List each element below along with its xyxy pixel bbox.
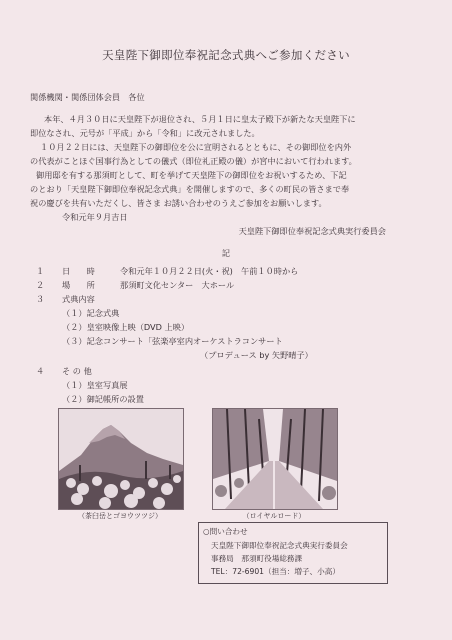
program-sub-item: （２）皇室映像上映（DVD 上映） — [62, 322, 190, 332]
body-line: 即位なされ、元号が「平成」から「令和」に改元されました。 — [30, 128, 260, 138]
item-number: ３ — [36, 294, 45, 304]
item-value-venue: 那須町文化センター 大ホール — [120, 280, 235, 290]
program-sub-item: （１）記念式典 — [62, 308, 120, 318]
contact-organization: 天皇陛下御即位奉祝記念式典実行委員会 — [211, 541, 348, 550]
contact-box — [198, 522, 388, 584]
body-line: の代表がことほぐ国事行為としての儀式（即位礼正殿の儀）が宮中において行われます。 — [30, 156, 357, 166]
other-sub-item: （２）御記帳所の設置 — [62, 394, 144, 404]
item-label-datetime: 日 時 — [62, 266, 95, 276]
issue-date: 令和元年９月吉日 — [62, 212, 128, 222]
photo-caption-right: （ロイヤルロード） — [242, 512, 306, 520]
body-line: 御用邸を有する那須町として、町を挙げて天皇陛下の御即位をお祝いするため、下記 — [36, 170, 347, 180]
photo-royal-road — [212, 408, 338, 510]
item-number: １ — [36, 266, 45, 276]
photo-mountain-azaleas — [58, 408, 184, 510]
body-line: 本年、４月３０日に天皇陛下が退位され、５月１日に皇太子殿下が新たな天皇陛下に — [44, 114, 356, 124]
contact-office: 事務局 那須町役場総務課 — [211, 554, 303, 563]
body-line: 祝の慶びを共有いただくし、皆さま お誘い合わせのうえご参加をお願いします。 — [30, 198, 327, 208]
item-number: ４ — [36, 366, 45, 376]
photo-caption-left: （茶臼岳とゴヨウツツジ） — [78, 512, 162, 520]
item-label-other: そ の 他 — [62, 366, 92, 376]
program-sub-continuation: （プロデュース by 矢野晴子） — [200, 350, 313, 360]
organizer: 天皇陛下御即位奉祝記念式典実行委員会 — [238, 226, 386, 236]
contact-heading: ○問い合わせ — [203, 527, 248, 536]
body-line: のとおり「天皇陛下御即位奉祝記念式典」を開催しますので、多くの町民の皆さまで奉 — [30, 184, 350, 194]
contact-phone: TEL：72-6901（担当：増子、小高） — [211, 567, 340, 576]
program-sub-item: （３）記念コンサート「弦楽亭室内オーケストラコンサート — [62, 336, 283, 346]
item-label-program: 式典内容 — [62, 294, 95, 304]
item-number: ２ — [36, 280, 45, 290]
body-line: １０月２２日には、天皇陛下の御即位を公に宣明されるとともに、その御即位を内外 — [40, 142, 352, 152]
ki-heading: 記 — [221, 248, 231, 258]
item-label-venue: 場 所 — [62, 280, 95, 290]
addressee: 関係機関・関係団体会員 各位 — [30, 92, 145, 102]
other-sub-item: （１）皇室写真展 — [62, 380, 128, 390]
document-title: 天皇陛下御即位奉祝記念式典へご参加ください — [102, 48, 350, 62]
item-value-datetime: 令和元年１０月２２日(火・祝) 午前１０時から — [120, 266, 299, 276]
